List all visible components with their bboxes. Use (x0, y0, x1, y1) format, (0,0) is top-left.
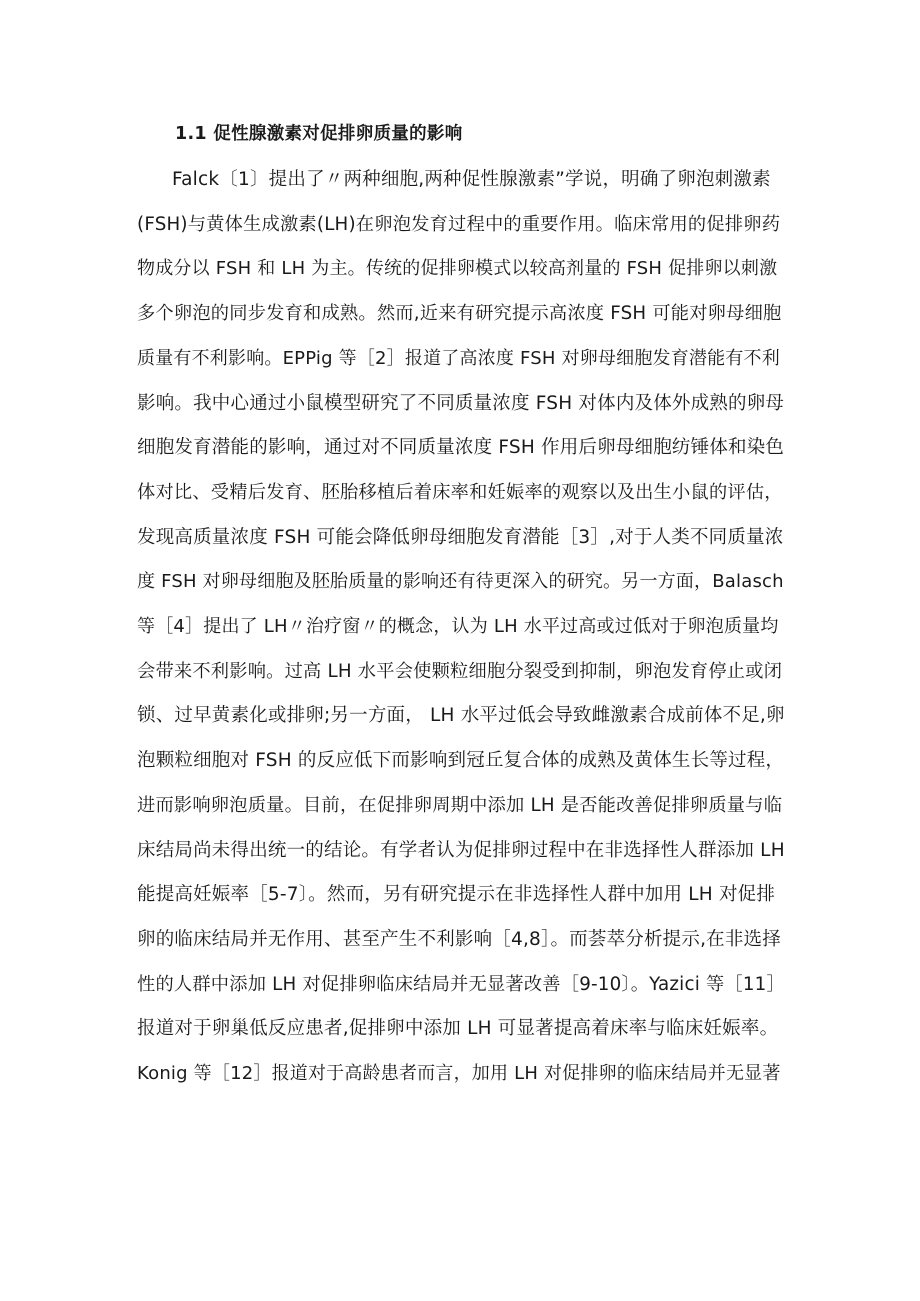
body-text-line: 会带来不利影响。过高 LH 水平会使颗粒细胞分裂受到抑制，卵泡发育停止或闭 (137, 660, 783, 682)
body-text-line: 卵的临床结局并无作用、甚至产生不利影响［4,8］。而荟萃分析提示,在非选择 (137, 928, 781, 950)
body-text-line: 床结局尚未得出统一的结论。有学者认为促排卵过程中在非选择性人群添加 LH (137, 839, 785, 861)
body-text-line: 锁、过早黄素化或排卵;另一方面， LH 水平过低会导致雌激素合成前体不足,卵 (137, 705, 785, 727)
body-text-line: 能提高妊娠率［5-7〕。然而，另有研究提示在非选择性人群中加用 LH 对促排 (137, 884, 776, 906)
body-text-line: (FSH)与黄体生成激素(LH)在卵泡发育过程中的重要作用。临床常用的促排卵药 (137, 213, 781, 235)
body-text-line: 物成分以 FSH 和 LH 为主。传统的促排卵模式以较高剂量的 FSH 促排卵以刺激 (137, 258, 778, 280)
body-text-line: 发现高质量浓度 FSH 可能会降低卵母细胞发育潜能［3］,对于人类不同质量浓 (137, 526, 784, 548)
body-text-line: 细胞发育潜能的影响，通过对不同质量浓度 FSH 作用后卵母细胞纺锤体和染色 (137, 437, 785, 459)
body-text-line: Konig 等［12］报道对于高龄患者而言，加用 LH 对促排卵的临床结局并无显著 (137, 1063, 781, 1084)
body-text-line: 报道对于卵巢低反应患者,促排卵中添加 LH 可显著提高着床率与临床妊娠率。 (137, 1018, 779, 1040)
body-text-line: 体对比、受精后发育、胚胎移植后着床率和妊娠率的观察以及出生小鼠的评估， (137, 481, 783, 503)
body-text-line: 性的人群中添加 LH 对促排卵临床结局并无显著改善［9-10〕。Yazici 等［11］ (137, 973, 785, 995)
body-text-line: 进而影响卵泡质量。目前，在促排卵周期中添加 LH 是否能改善促排卵质量与临 (137, 794, 783, 816)
body-text-line: 度 FSH 对卵母细胞及胚胎质量的影响还有待更深入的研究。另一方面，Balasch (137, 571, 784, 593)
body-text-line: Falck〔1〕提出了〃两种细胞,两种促性腺激素”学说，明确了卵泡刺激素 (172, 169, 771, 190)
body-text-line: 多个卵泡的同步发育和成熟。然而,近来有研究提示高浓度 FSH 可能对卵母细胞 (137, 303, 782, 325)
section-heading: 1.1 促性腺激素对促排卵质量的影响 (175, 124, 463, 144)
body-text-line: 泡颗粒细胞对 FSH 的反应低下而影响到冠丘复合体的成熟及黄体生长等过程， (137, 750, 785, 772)
body-text-line: 等［4］提出了 LH〃治疗窗〃的概念，认为 LH 水平过高或过低对于卵泡质量均 (137, 616, 779, 637)
body-text-line: 影响。我中心通过小鼠模型研究了不同质量浓度 FSH 对体内及体外成熟的卵母 (137, 392, 785, 414)
body-text-line: 质量有不利影响。EPPig 等［2］报道了高浓度 FSH 对卵母细胞发育潜能有不利 (137, 347, 780, 369)
